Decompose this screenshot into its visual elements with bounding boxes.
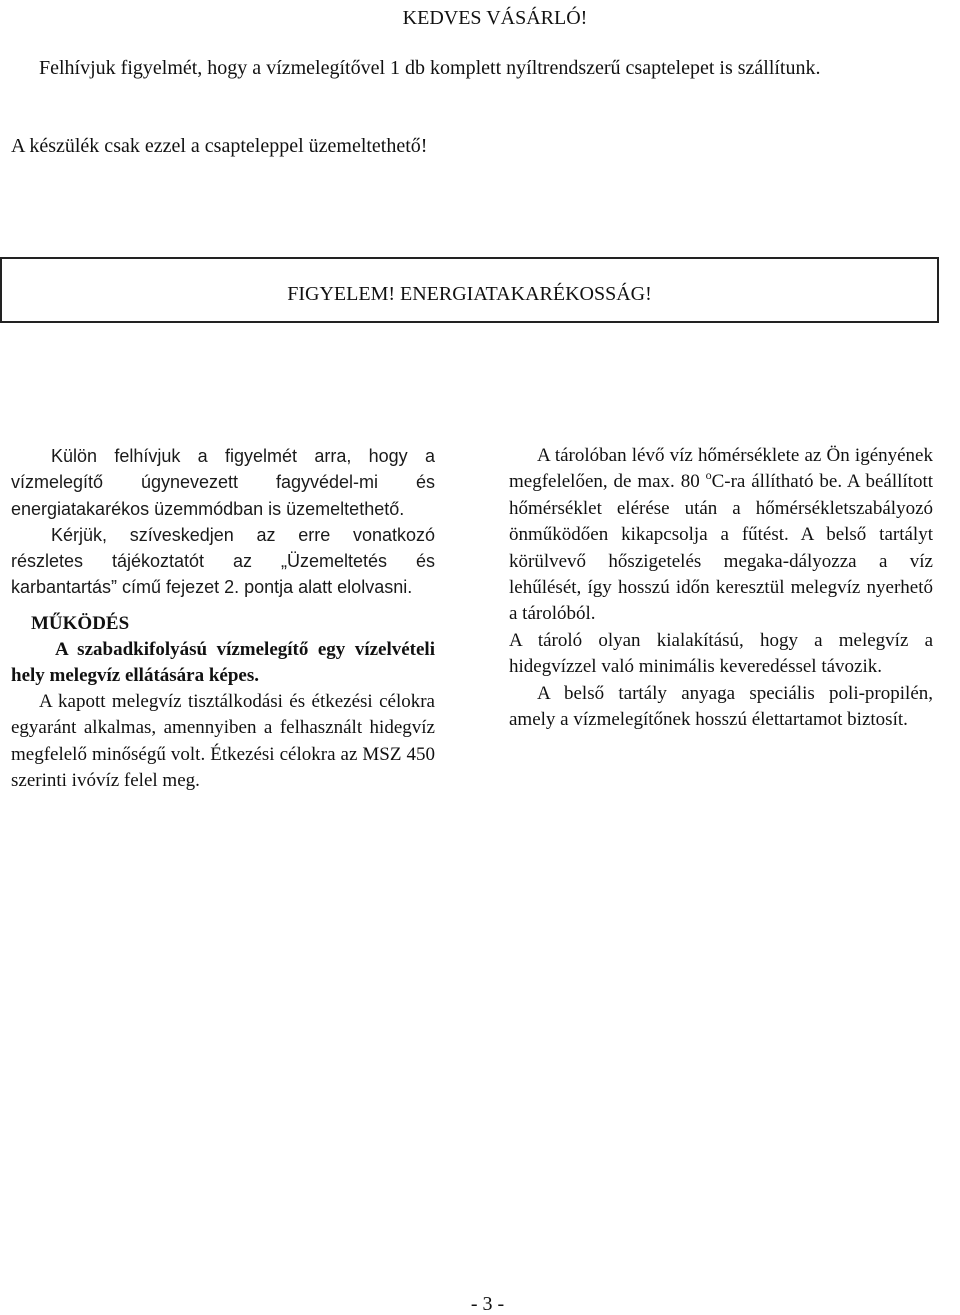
section-heading-operation: MŰKÖDÉS: [31, 612, 130, 634]
notice-box-title: FIGYELEM! ENERGIATAKARÉKOSSÁG!: [287, 283, 652, 305]
hot-water-usage-paragraph: A kapott melegvíz tisztálkodási és étkezési célokra egyaránt alkalmas, amennyiben a felhasznált hidegvíz megfelelő minőségű volt. Étkezési célokra az MSZ 450 szerinti ivóvíz felel meg.: [11, 690, 435, 791]
operation-lead-paragraph: A szabadkifolyású vízmelegítő egy vízelvételi hely melegvíz ellátására képes.: [11, 638, 435, 686]
notice-box: [0, 257, 939, 323]
temperature-paragraph: [509, 443, 933, 628]
temperature-text-start: A tárolóban lévő víz hőmérséklete az Ön igényének megfelelően, de max. 80: [509, 445, 933, 493]
page-title: KEDVES VÁSÁRLÓ!: [402, 7, 588, 29]
left-column: [11, 443, 435, 794]
intro-paragraph-delivery: Felhívjuk figyelmét, hogy a vízmelegítővel 1 db komplett nyíltrendszerű csaptelepet is szállítunk.: [39, 57, 821, 79]
page-number: - 3 -: [470, 1293, 505, 1315]
tank-design-paragraph: A tároló olyan kialakítású, hogy a melegvíz a hidegvízzel való minimális keveredéssel távozik.: [509, 629, 933, 678]
tank-material-paragraph: A belső tartály anyaga speciális poli-propilén, amely a vízmelegítőnek hosszú élettartamot biztosít.: [509, 682, 933, 731]
degree-superscript: o: [705, 468, 712, 483]
intro-paragraph-usage: A készülék csak ezzel a csapteleppel üzemeltethető!: [11, 135, 428, 157]
temperature-text-end: C-ra állítható be. A beállított hőmérséklet elérése után a hőmérsékletszabályozó önműködően kikapcsolja a fűtést. A belső tartályt körülvevő hőszigetelés megaka-dályozza a víz lehűlését, így hosszú időn keresztül melegvíz nyerhető a tárolóból.: [509, 471, 933, 625]
energy-saving-paragraph: Külön felhívjuk a figyelmét arra, hogy a vízmelegítő úgynevezett fagyvédel-mi és energiatakarékos üzemmódban is üzemeltethető.: [11, 446, 435, 519]
read-instructions-paragraph: Kérjük, szíveskedjen az erre vonatkozó részletes tájékoztatót az „Üzemeltetés és karbantartás” című fejezet 2. pontja alatt elolvasni.: [11, 524, 435, 598]
right-column: [509, 443, 933, 733]
